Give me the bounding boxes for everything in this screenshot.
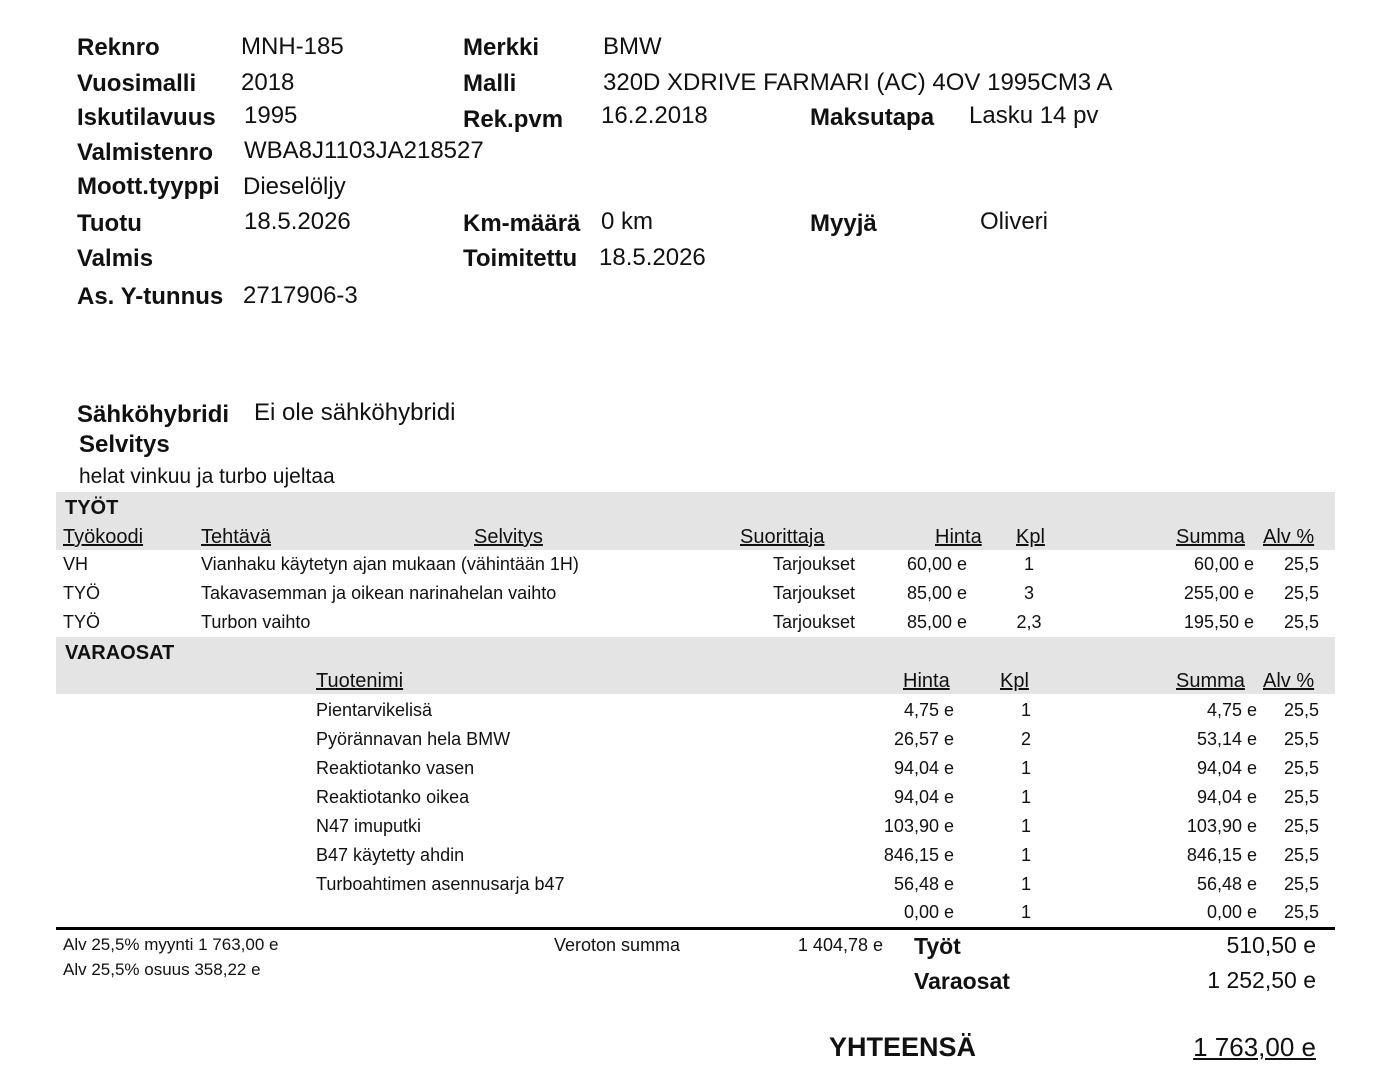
tyot-row-hinta: 85,00 e [906,583,967,603]
toimitettu-value: 18.5.2026 [599,244,706,271]
varaosa-row-kpl: 1 [1020,902,1031,922]
selvitys-label: Selvitys [79,431,170,458]
varaosa-row-alv: 25,5 [1283,758,1319,778]
tyot-total-value: 510,50 e [1226,932,1316,958]
myyja-value: Oliveri [980,208,1049,235]
col-hinta: Hinta [903,670,950,692]
merkki-label: Merkki [463,34,540,61]
moottyyppi-label: Moott.tyyppi [77,173,220,200]
varaosa-row-hinta: 4,75 e [903,700,954,720]
yhteensa-label: YHTEENSÄ [829,1032,977,1062]
maksutapa-label: Maksutapa [810,104,935,131]
varaosa-row-alv: 25,5 [1283,902,1319,922]
yhteensa-value: 1 763,00 e [1193,1032,1316,1062]
tyot-row-koodi: VH [63,554,89,574]
tuotu-label: Tuotu [77,210,142,237]
varaosa-row-summa: 94,04 e [1196,758,1257,778]
reknro-label: Reknro [77,34,160,61]
col-alv: Alv % [1263,526,1315,548]
varaosa-row-nimi: N47 imuputki [316,816,422,836]
varaosa-row-summa: 56,48 e [1196,874,1257,894]
ytunnus-value: 2717906-3 [243,282,358,309]
varaosa-row-kpl: 1 [1020,874,1031,894]
col-hinta: Hinta [935,526,982,548]
varaosa-row-kpl: 1 [1020,758,1031,778]
alv-osuus: Alv 25,5% osuus 358,22 e [63,960,261,979]
col-selvitys: Selvitys [474,526,543,548]
maksutapa-value: Lasku 14 pv [969,102,1099,129]
tyot-row-kpl: 1 [1023,554,1034,574]
merkki-value: BMW [603,33,662,60]
tyot-row-kpl: 2,3 [1016,612,1042,632]
malli-value: 320D XDRIVE FARMARI (AC) 4OV 1995CM3 A [603,69,1113,96]
tyot-row-hinta: 85,00 e [906,612,967,632]
reknro-value: MNH-185 [241,33,344,60]
moottyyppi-value: Dieselöljy [243,173,346,200]
tyot-row-hinta: 60,00 e [906,554,967,574]
varaosa-row-kpl: 2 [1020,729,1031,749]
varaosa-row-summa: 53,14 e [1196,729,1257,749]
varaosa-row-alv: 25,5 [1283,874,1319,894]
selvitys-text: helat vinkuu ja turbo ujeltaa [79,465,335,488]
valmistenro-value: WBA8J1103JA218527 [244,137,484,164]
varaosa-row-nimi: Pyörännavan hela BMW [316,729,511,749]
varaosat-total-label: Varaosat [914,968,1010,994]
varaosa-row-hinta: 94,04 e [893,787,954,807]
km-value: 0 km [601,208,654,235]
col-summa: Summa [1176,670,1245,692]
km-label: Km-määrä [463,210,581,237]
varaosa-row-nimi: B47 käytetty ahdin [316,845,465,865]
toimitettu-label: Toimitettu [463,245,578,272]
col-tuotenimi: Tuotenimi [316,670,404,692]
varaosa-row-alv: 25,5 [1283,816,1319,836]
tyot-row-kpl: 3 [1023,583,1034,603]
varaosa-row-alv: 25,5 [1283,787,1319,807]
tuotu-value: 18.5.2026 [244,208,351,235]
varaosat-header-band [56,637,1335,694]
varaosa-row-summa: 4,75 e [1206,700,1257,720]
iskutilavuus-label: Iskutilavuus [77,104,216,131]
col-tehtava: Tehtävä [201,526,272,548]
varaosa-row-hinta: 846,15 e [883,845,954,865]
varaosa-row-alv: 25,5 [1283,845,1319,865]
varaosa-row-hinta: 94,04 e [893,758,954,778]
varaosa-row-hinta: 56,48 e [893,874,954,894]
varaosa-row-alv: 25,5 [1283,700,1319,720]
tyot-row-summa: 195,50 e [1183,612,1254,632]
varaosa-row-summa: 0,00 e [1206,902,1257,922]
varaosa-row-summa: 103,90 e [1186,816,1257,836]
varaosa-row-nimi: Pientarvikelisä [316,700,433,720]
hybrid-value: Ei ole sähköhybridi [254,399,456,426]
tyot-row-tehtava: Takavasemman ja oikean narinahelan vaihto [201,583,557,603]
varaosa-row-hinta: 0,00 e [903,902,954,922]
tyot-row-alv: 25,5 [1283,583,1319,603]
varaosa-row-hinta: 26,57 e [893,729,954,749]
tyot-row-tehtava: Turbon vaihto [201,612,311,632]
col-alv: Alv % [1263,670,1315,692]
varaosa-row-nimi: Reaktiotanko vasen [316,758,475,778]
varaosa-row-kpl: 1 [1020,700,1031,720]
col-kpl: Kpl [1000,670,1029,692]
varaosa-row-alv: 25,5 [1283,729,1319,749]
col-kpl: Kpl [1016,526,1045,548]
tyot-row-suorittaja: Tarjoukset [772,554,855,574]
iskutilavuus-value: 1995 [244,102,298,129]
hybrid-label: Sähköhybridi [77,401,230,428]
varaosa-row-summa: 846,15 e [1186,845,1257,865]
veroton-label: Veroton summa [554,935,681,955]
rekpvm-value: 16.2.2018 [601,102,708,129]
vuosimalli-label: Vuosimalli [77,70,197,97]
veroton-value: 1 404,78 e [797,935,883,955]
tyot-row-alv: 25,5 [1283,554,1319,574]
tyot-row-summa: 60,00 e [1193,554,1254,574]
alv-myynti: Alv 25,5% myynti 1 763,00 e [63,935,279,954]
myyja-label: Myyjä [810,210,877,237]
varaosa-row-kpl: 1 [1020,787,1031,807]
col-tyokoodi: Työkoodi [63,526,144,548]
malli-label: Malli [463,70,517,97]
varaosa-row-summa: 94,04 e [1196,787,1257,807]
ytunnus-label: As. Y-tunnus [77,283,224,310]
tyot-row-alv: 25,5 [1283,612,1319,632]
varaosa-row-kpl: 1 [1020,816,1031,836]
col-suorittaja: Suorittaja [740,526,825,548]
vuosimalli-value: 2018 [241,69,295,96]
tyot-title: TYÖT [65,497,119,519]
varaosat-title: VARAOSAT [65,642,175,664]
totals-divider [56,927,1335,930]
tyot-total-label: Työt [914,933,961,959]
varaosa-row-nimi: Reaktiotanko oikea [316,787,470,807]
tyot-row-summa: 255,00 e [1183,583,1254,603]
tyot-row-suorittaja: Tarjoukset [772,583,855,603]
col-summa: Summa [1176,526,1245,548]
tyot-row-koodi: TYÖ [63,583,101,603]
varaosa-row-hinta: 103,90 e [883,816,954,836]
varaosa-row-kpl: 1 [1020,845,1031,865]
varaosa-row-nimi: Turboahtimen asennusarja b47 [316,874,565,894]
valmis-label: Valmis [77,245,154,272]
tyot-row-koodi: TYÖ [63,612,101,632]
rekpvm-label: Rek.pvm [463,106,564,133]
tyot-row-tehtava: Vianhaku käytetyn ajan mukaan (vähintään 1H) [201,554,579,574]
tyot-row-suorittaja: Tarjoukset [772,612,855,632]
valmistenro-label: Valmistenro [77,139,214,166]
varaosat-total-value: 1 252,50 e [1207,967,1316,993]
